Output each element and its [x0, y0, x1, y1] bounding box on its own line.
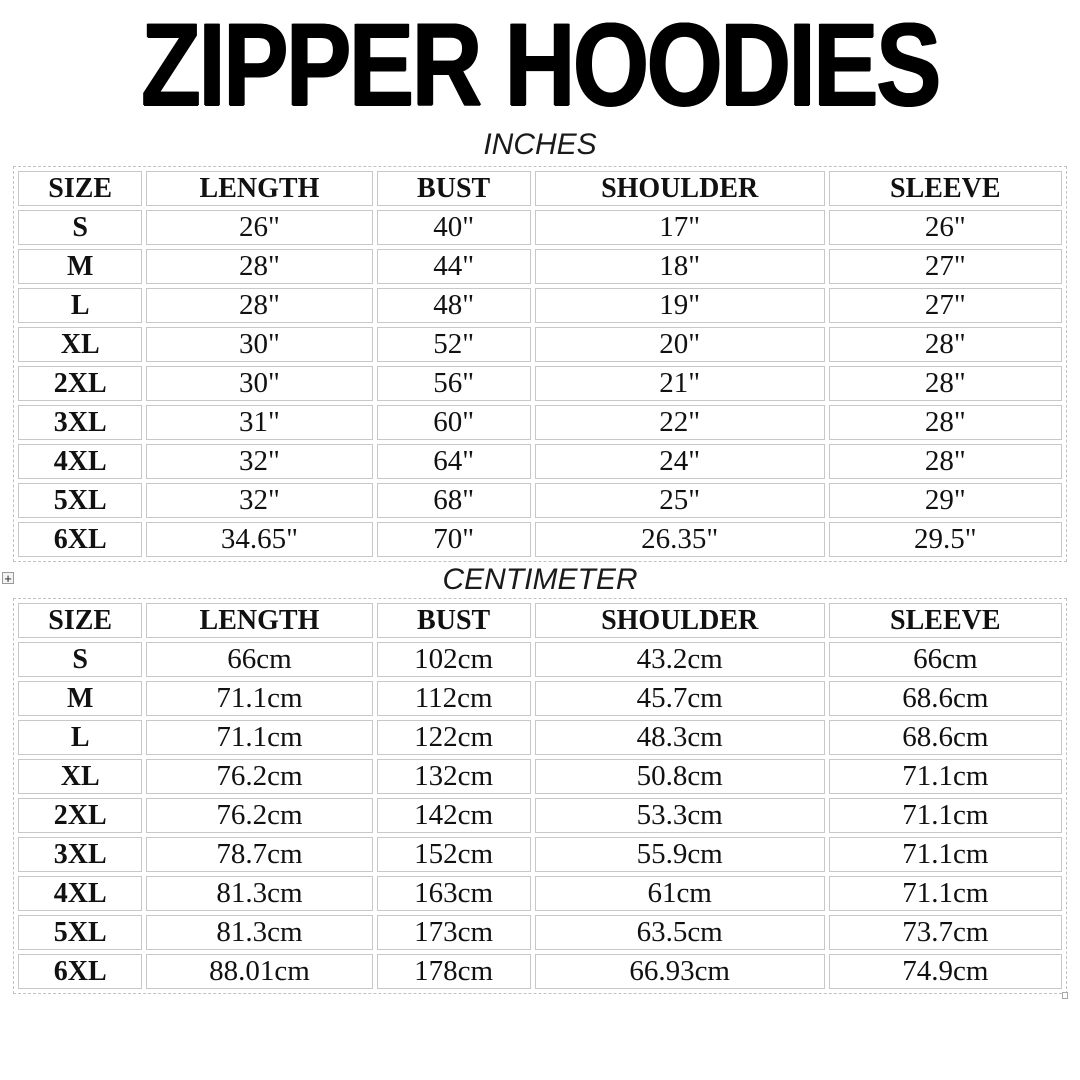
size-cell: L	[18, 720, 142, 755]
value-cell: 71.1cm	[829, 876, 1062, 911]
size-cell: 5XL	[18, 483, 142, 518]
table-row	[18, 210, 1062, 245]
column-header: SHOULDER	[535, 171, 825, 206]
value-cell: 40"	[377, 210, 531, 245]
value-cell: 20"	[535, 327, 825, 362]
value-cell: 71.1cm	[146, 681, 372, 716]
size-cell: 2XL	[18, 798, 142, 833]
table-row	[18, 249, 1062, 284]
size-cell: XL	[18, 759, 142, 794]
value-cell: 53.3cm	[535, 798, 825, 833]
size-cell: 3XL	[18, 405, 142, 440]
table-row	[18, 642, 1062, 677]
size-cell: 3XL	[18, 837, 142, 872]
value-cell: 30"	[146, 327, 372, 362]
value-cell: 28"	[829, 444, 1062, 479]
value-cell: 61cm	[535, 876, 825, 911]
value-cell: 112cm	[377, 681, 531, 716]
table-row	[18, 366, 1062, 401]
inches-label: INCHES	[483, 128, 597, 161]
column-header: SLEEVE	[829, 171, 1062, 206]
size-cell: 6XL	[18, 954, 142, 989]
table-row	[18, 522, 1062, 557]
value-cell: 56"	[377, 366, 531, 401]
value-cell: 27"	[829, 288, 1062, 323]
column-header: SLEEVE	[829, 603, 1062, 638]
column-header: LENGTH	[146, 171, 372, 206]
value-cell: 50.8cm	[535, 759, 825, 794]
value-cell: 142cm	[377, 798, 531, 833]
value-cell: 68.6cm	[829, 681, 1062, 716]
size-cell: L	[18, 288, 142, 323]
size-cell: 5XL	[18, 915, 142, 950]
table-resize-handle[interactable]	[1062, 992, 1068, 999]
inches-table-container	[13, 166, 1067, 562]
value-cell: 102cm	[377, 642, 531, 677]
value-cell: 27"	[829, 249, 1062, 284]
value-cell: 63.5cm	[535, 915, 825, 950]
size-cell: 4XL	[18, 444, 142, 479]
value-cell: 28"	[146, 249, 372, 284]
size-cell: 2XL	[18, 366, 142, 401]
size-cell: 4XL	[18, 876, 142, 911]
value-cell: 32"	[146, 444, 372, 479]
value-cell: 45.7cm	[535, 681, 825, 716]
value-cell: 26"	[146, 210, 372, 245]
value-cell: 88.01cm	[146, 954, 372, 989]
size-cell: XL	[18, 327, 142, 362]
value-cell: 43.2cm	[535, 642, 825, 677]
value-cell: 66.93cm	[535, 954, 825, 989]
value-cell: 76.2cm	[146, 759, 372, 794]
value-cell: 81.3cm	[146, 915, 372, 950]
value-cell: 17"	[535, 210, 825, 245]
column-header: BUST	[377, 603, 531, 638]
column-header: SHOULDER	[535, 603, 825, 638]
value-cell: 18"	[535, 249, 825, 284]
value-cell: 173cm	[377, 915, 531, 950]
table-row	[18, 483, 1062, 518]
table-row	[18, 720, 1062, 755]
value-cell: 19"	[535, 288, 825, 323]
column-header: SIZE	[18, 171, 142, 206]
value-cell: 71.1cm	[146, 720, 372, 755]
value-cell: 132cm	[377, 759, 531, 794]
inches-table	[14, 167, 1066, 561]
value-cell: 152cm	[377, 837, 531, 872]
value-cell: 25"	[535, 483, 825, 518]
value-cell: 73.7cm	[829, 915, 1062, 950]
table-row	[18, 444, 1062, 479]
table-row	[18, 798, 1062, 833]
table-row	[18, 837, 1062, 872]
value-cell: 71.1cm	[829, 759, 1062, 794]
value-cell: 55.9cm	[535, 837, 825, 872]
value-cell: 28"	[829, 327, 1062, 362]
value-cell: 44"	[377, 249, 531, 284]
header-row	[18, 603, 1062, 638]
size-cell: S	[18, 642, 142, 677]
value-cell: 74.9cm	[829, 954, 1062, 989]
table-row	[18, 876, 1062, 911]
value-cell: 22"	[535, 405, 825, 440]
value-cell: 32"	[146, 483, 372, 518]
value-cell: 64"	[377, 444, 531, 479]
table-row	[18, 405, 1062, 440]
header-row	[18, 171, 1062, 206]
value-cell: 34.65"	[146, 522, 372, 557]
centimeter-table-container	[13, 598, 1067, 994]
value-cell: 26.35"	[535, 522, 825, 557]
centimeter-label: CENTIMETER	[442, 563, 638, 596]
value-cell: 28"	[146, 288, 372, 323]
column-header: BUST	[377, 171, 531, 206]
value-cell: 66cm	[829, 642, 1062, 677]
size-cell: 6XL	[18, 522, 142, 557]
value-cell: 71.1cm	[829, 837, 1062, 872]
page-title: ZIPPER HOODIES	[141, 0, 939, 131]
value-cell: 30"	[146, 366, 372, 401]
value-cell: 178cm	[377, 954, 531, 989]
table-row	[18, 327, 1062, 362]
table-row	[18, 288, 1062, 323]
value-cell: 21"	[535, 366, 825, 401]
value-cell: 28"	[829, 405, 1062, 440]
value-cell: 70"	[377, 522, 531, 557]
value-cell: 31"	[146, 405, 372, 440]
value-cell: 163cm	[377, 876, 531, 911]
table-row	[18, 954, 1062, 989]
value-cell: 68.6cm	[829, 720, 1062, 755]
column-header: SIZE	[18, 603, 142, 638]
centimeter-table	[14, 599, 1066, 993]
value-cell: 29.5"	[829, 522, 1062, 557]
value-cell: 68"	[377, 483, 531, 518]
value-cell: 71.1cm	[829, 798, 1062, 833]
value-cell: 81.3cm	[146, 876, 372, 911]
value-cell: 48"	[377, 288, 531, 323]
value-cell: 24"	[535, 444, 825, 479]
value-cell: 76.2cm	[146, 798, 372, 833]
table-row	[18, 759, 1062, 794]
table-row	[18, 915, 1062, 950]
size-cell: M	[18, 681, 142, 716]
value-cell: 28"	[829, 366, 1062, 401]
table-row	[18, 681, 1062, 716]
table-move-handle-icon[interactable]: +	[2, 572, 14, 584]
value-cell: 48.3cm	[535, 720, 825, 755]
size-cell: S	[18, 210, 142, 245]
value-cell: 122cm	[377, 720, 531, 755]
value-cell: 66cm	[146, 642, 372, 677]
value-cell: 29"	[829, 483, 1062, 518]
value-cell: 60"	[377, 405, 531, 440]
value-cell: 78.7cm	[146, 837, 372, 872]
value-cell: 26"	[829, 210, 1062, 245]
size-cell: M	[18, 249, 142, 284]
column-header: LENGTH	[146, 603, 372, 638]
value-cell: 52"	[377, 327, 531, 362]
